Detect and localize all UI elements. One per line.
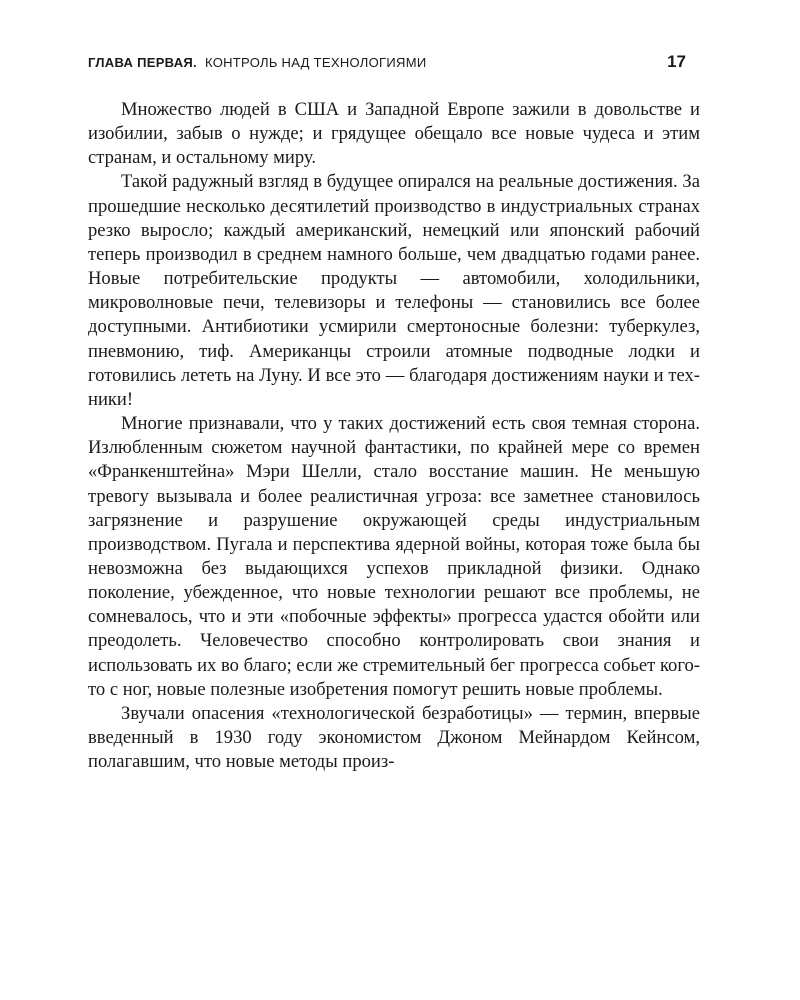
paragraph-3: Многие признавали, что у таких достижений есть своя темная сторона. Излюбленным сюжетом научной фантастики, по крайней мере со времен «Франкенштейна» Мэри Шелли, стало восстание машин. Не меньшую тревогу вызывала и более реалистичная угроза: все заметнее становилось загрязнение и разрушение окружающей среды индустриальным производством. Пугала и перспектива ядерной войны, которая тоже была бы невозможна без выдающихся успехов прикладной физики. Однако поколение, убежденное, что новые технологии решают все проблемы, не сомневалось, что и эти «побочные эффекты» прогресса удастся обойти или преодолеть. Человечество способно контролировать свои знания и использовать их во благо; если же стремительный бег прогресса собьет кого-то с ног, новые полезные изобретения помогут решить новые проблемы. bbox=[88, 413, 700, 700]
book-page bbox=[88, 52, 700, 774]
chapter-title: КОНТРОЛЬ НАД ТЕХНОЛОГИЯМИ bbox=[204, 55, 427, 70]
running-head-text bbox=[88, 55, 427, 70]
paragraph-2: Такой радужный взгляд в будущее опирался на реальные достижения. За прошедшие несколько десятилетий производство в индустриальных странах резко выросло; каждый американский, немецкий или японский рабочий теперь производил в среднем намного больше, чем двадцатью годами ранее. Новые потребительские продукты — автомобили, холодильники, микроволновые печи, телевизоры и телефоны — становились все более доступными. Антибиотики усмирили смертоносные болезни: туберкулез, пневмонию, тиф. Американцы строили атомные подводные лодки и готовились лететь на Луну. И все это — благодаря достижениям науки и техники! bbox=[88, 171, 700, 410]
paragraph-4: Звучали опасения «технологической безработицы» — термин, впервые введенный в 1930 году экономистом Джоном Мейнардом Кейнсом, полагавшим, что новые методы произ- bbox=[88, 702, 700, 773]
page-number: 17 bbox=[667, 52, 686, 71]
running-head bbox=[88, 52, 700, 80]
body-text bbox=[88, 98, 700, 774]
paragraph-1: Множество людей в США и Западной Европе зажили в довольстве и изобилии, забыв о нужде; и грядущее обещало все новые чудеса и этим странам, и остальному миру. bbox=[88, 99, 700, 169]
chapter-label: ГЛАВА ПЕРВАЯ. bbox=[88, 55, 197, 70]
